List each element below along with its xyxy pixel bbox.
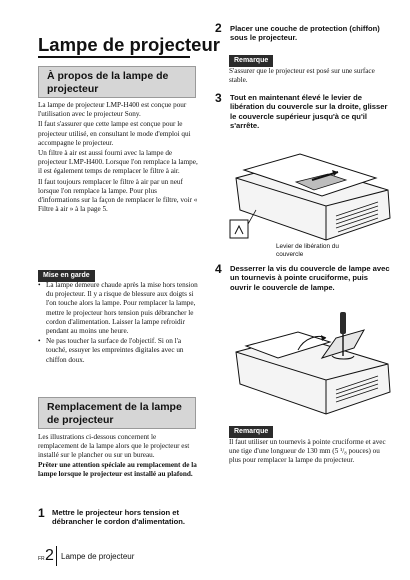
caution-bullet: • La lampe demeure chaude après la mise hors tension du projecteur. Il y a risque de blessure aux doigts si l'on touche alors la lampe. Pour remplacer la lampe, mettre le projecteur hors tension puis débrancher le cordon d'alimentation. Laisser la lampe refroidir pendant au moins une heure. [38, 281, 198, 336]
step-text: Placer une couche de protection (chiffon) sous le projecteur. [230, 24, 380, 43]
footer-page-number: 2 [45, 547, 54, 564]
bold-paragraph: Prêter une attention spéciale au remplacement de la lampe lorsque le projecteur est installé au plafond. [38, 460, 197, 478]
step-text: Mettre le projecteur hors tension et débrancher le cordon d'alimentation. [52, 508, 186, 527]
step-number: 3 [215, 91, 222, 105]
paragraph: Un filtre à air est aussi fourni avec la lampe de projecteur LMP-H400. Lorsque l'on remplace la lampe, il est également temps de remplacer le filtre à air. [38, 149, 198, 176]
note-tag: Remarque [229, 55, 273, 67]
step-text: Tout en maintenant élevé le levier de libération du couvercle sur la droite, glisser le couvercle supérieur jusqu'à ce qu'il s'arrête. [230, 93, 388, 131]
footer-language: FR [38, 556, 45, 562]
title-rule [38, 56, 190, 58]
section-replacement-body [38, 433, 198, 479]
page-title: Lampe de projecteur [38, 34, 220, 55]
step-number: 1 [38, 506, 45, 520]
caution-body [38, 281, 198, 365]
paragraph: Il faut toujours remplacer le filtre à air par un neuf lorsque l'on remplace la lampe. Pour plus d'informations sur la façon de remplacer le filtre, voir « Filtre à air » à la page 5. [38, 177, 198, 214]
figure-callout: Levier de libération du couvercle [276, 243, 339, 258]
step-text: Desserrer la vis du couvercle de lampe avec un tournevis à pointe cruciforme, puis ouvrir le couvercle de lampe. [230, 264, 390, 292]
figure-open-lamp-cover [226, 312, 398, 420]
paragraph: Les illustrations ci-dessous concernent le remplacement de la lampe alors que le projecteur est installé sur le plancher ou sur un bureau. [38, 433, 190, 460]
paragraph: Il faut s'assurer que cette lampe est conçue pour le projecteur utilisé, en consultant le mode d'emploi qui accompagne le projecteur. [38, 120, 191, 147]
note-tag: Remarque [229, 426, 273, 438]
caution-bullet: • Ne pas toucher la surface de l'objectif. Si on l'a touché, essuyer les empreintes digitales avec un chiffon doux. [38, 337, 198, 365]
section-heading-replacement: Remplacement de la lampe de projecteur [38, 397, 196, 429]
step-number: 4 [215, 262, 222, 276]
section-heading-about-lamp: À propos de la lampe de projecteur [38, 66, 196, 98]
note-text: S'assurer que le projecteur est posé sur une surface stable. [229, 67, 375, 85]
caution-tag: Mise en garde [38, 270, 95, 282]
section-about-lamp-body [38, 101, 198, 214]
note-text: Il faut utiliser un tournevis à pointe cruciforme et avec une tige d'une longueur de 130 mm (5 ¹/₈ pouces) ou plus pour remplacer la lampe du projecteur. [229, 438, 386, 465]
footer-section: Lampe de projecteur [61, 552, 135, 561]
paragraph: La lampe de projecteur LMP-H400 est conçue pour l'utilisation avec le projecteur Sony. [38, 101, 187, 119]
footer-divider [56, 546, 57, 566]
figure-slide-cover [226, 140, 398, 258]
step-number: 2 [215, 21, 222, 35]
